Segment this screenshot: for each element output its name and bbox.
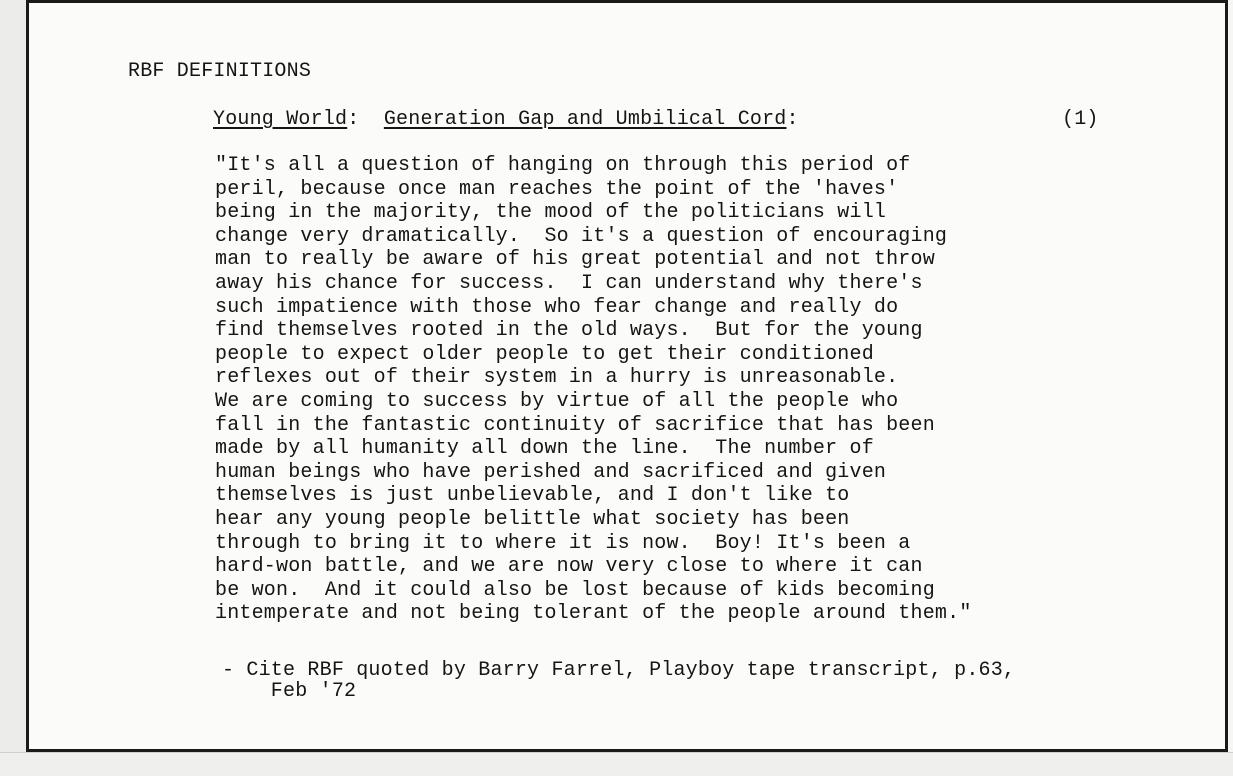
subtopic-end: : bbox=[786, 108, 799, 131]
quote-line: find themselves rooted in the old ways. But for the young bbox=[215, 319, 923, 343]
quote-line: reflexes out of their system in a hurry is unreasonable. bbox=[215, 366, 899, 390]
citation-block bbox=[222, 660, 1015, 702]
quote-block bbox=[215, 154, 972, 626]
next-card-edge bbox=[0, 752, 1233, 776]
quote-line: We are coming to success by virtue of all the people who bbox=[215, 389, 899, 413]
quote-line: hear any young people belittle what society has been bbox=[215, 507, 850, 531]
quote-line: away his chance for success. I can understand why there's bbox=[215, 271, 923, 295]
page-number: (1) bbox=[1062, 108, 1099, 131]
quote-line: hard-won battle, and we are now very close to where it can bbox=[215, 555, 923, 579]
quote-line: change very dramatically. So it's a question of encouraging bbox=[215, 224, 948, 248]
quote-line: themselves is just unbelievable, and I don't like to bbox=[215, 484, 850, 508]
citation-line: Feb '72 bbox=[222, 680, 357, 703]
subtopic-title: Generation Gap and Umbilical Cord bbox=[383, 108, 787, 131]
topic-separator: : bbox=[347, 108, 360, 131]
page-heading: RBF DEFINITIONS bbox=[128, 60, 312, 83]
quote-line: intemperate and not being tolerant of the people around them." bbox=[215, 602, 972, 626]
quote-line: man to really be aware of his great potential and not throw bbox=[215, 248, 935, 272]
quote-line: such impatience with those who fear change and really do bbox=[215, 295, 899, 319]
quote-line: "It's all a question of hanging on through this period of bbox=[215, 154, 911, 177]
subheading bbox=[213, 108, 799, 132]
citation-line: - Cite RBF quoted by Barry Farrel, Playboy tape transcript, p.63, bbox=[222, 659, 1016, 682]
quote-line: being in the majority, the mood of the politicians will bbox=[215, 201, 887, 225]
quote-line: fall in the fantastic continuity of sacrifice that has been bbox=[215, 413, 935, 437]
quote-line: made by all humanity all down the line. The number of bbox=[215, 437, 874, 461]
topic-title: Young World bbox=[213, 108, 348, 131]
quote-line: people to expect older people to get their conditioned bbox=[215, 342, 874, 366]
quote-line: peril, because once man reaches the point of the 'haves' bbox=[215, 177, 899, 201]
quote-line: human beings who have perished and sacrificed and given bbox=[215, 460, 887, 484]
quote-line: through to bring it to where it is now. Boy! It's been a bbox=[215, 531, 911, 555]
left-margin-strip bbox=[0, 0, 26, 775]
quote-line: be won. And it could also be lost because of kids becoming bbox=[215, 578, 935, 602]
